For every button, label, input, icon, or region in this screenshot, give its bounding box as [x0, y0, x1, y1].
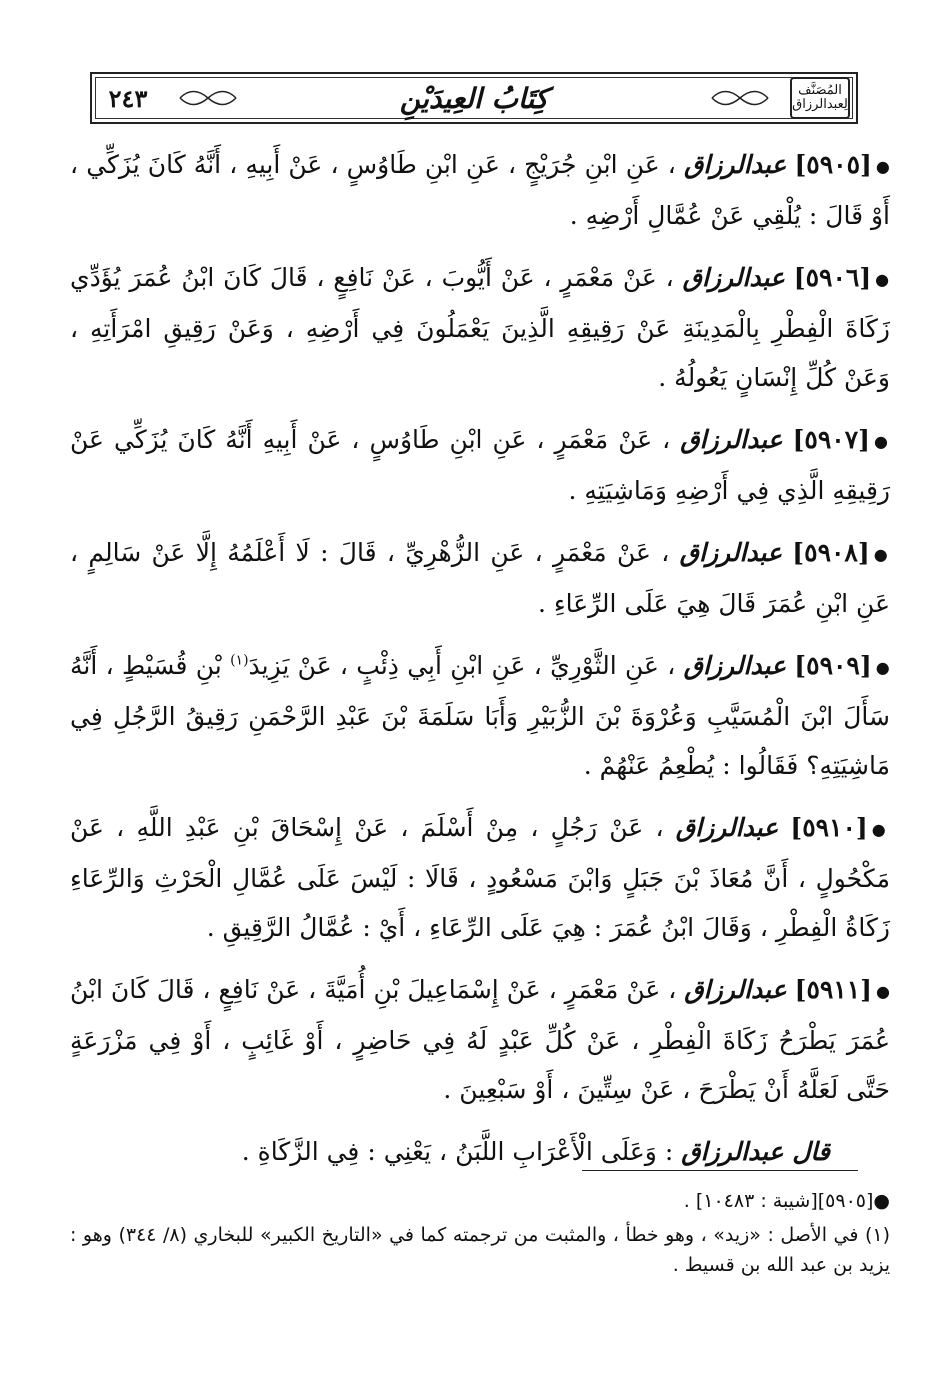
hadith-text: ، عَنْ مَعْمَرٍ ، عَنِ ابْنِ طَاوُسٍ ، عَنْ أَبِيهِ أَنَّهُ كَانَ يُزَكِّي عَنْ رَقِيقِهِ الَّذِي فِي أَرْضِهِ وَمَاشِيَتِهِ . — [70, 425, 890, 505]
left-ornament-icon — [178, 83, 238, 113]
comment-source: قال عبدالرزاق — [681, 1137, 830, 1166]
hadith-source: عبدالرزاق — [683, 150, 787, 179]
hadith-text: ، عَنْ مَعْمَرٍ ، عَنْ أَيُّوبَ ، عَنْ نَافِعٍ ، قَالَ كَانَ ابْنُ عُمَرَ يُؤَدِّي زَكَاةَ الْفِطْرِ بِالْمَدِينَةِ عَنْ رَقِيقِهِ الَّذِينَ يَعْمَلُونَ فِي أَرْضِهِ ، وَعَنْ رَقِيقِ امْرَأَتِهِ ، وَعَنْ كُلِّ إِنْسَانٍ يَعُولُهُ . — [70, 263, 890, 392]
bullet-icon: ● — [876, 982, 890, 1001]
hadith-text: ، عَنْ مَعْمَرٍ ، عَنْ إِسْمَاعِيلَ بْنِ أُمَيَّةَ ، عَنْ نَافِعٍ ، قَالَ كَانَ ابْنُ عُمَرَ يَطْرَحُ زَكَاةَ الْفِطْرِ ، عَنْ كُلِّ عَبْدٍ لَهُ فِي حَاضِرٍ ، أَوْ غَائِبٍ ، أَوْ فِي مَزْرَعَةٍ حَتَّى لَعَلَّهُ أَنْ يَطْرَحَ ، عَنْ سِتِّينَ ، أَوْ سَبْعِينَ . — [70, 975, 890, 1104]
hadith-entry — [70, 965, 890, 1114]
hadith-source: عبدالرزاق — [675, 813, 779, 842]
chapter-title: كِتَابُ العِيدَيْنِ — [399, 81, 549, 115]
right-ornament-icon — [710, 83, 770, 113]
bullet-icon: ● — [871, 820, 890, 839]
header-title-band — [172, 79, 776, 117]
book-logo: المُصَنَّف لِعبدالرزاق — [790, 77, 850, 119]
hadith-text-part: ، عَنِ الثَّوْرِيِّ ، عَنِ ابْنِ أَبِي ذِئْبٍ ، عَنْ يَزِيدَ — [248, 651, 676, 680]
hadith-entry — [70, 415, 890, 515]
footnote-item: ●[٥٩٠٥][شيبة : ١٠٤٨٣] . — [683, 1190, 890, 1212]
hadith-entry — [70, 803, 890, 952]
hadith-number: [٥٩٠٩] — [794, 651, 872, 680]
hadith-number: [٥٩١١] — [794, 975, 873, 1004]
hadith-text: ، عَنِ ابْنِ جُرَيْجٍ ، عَنِ ابْنِ طَاوُسٍ ، عَنْ أَبِيهِ ، أَنَّهُ كَانَ يُزَكِّي ، أَوْ قَالَ : يُلْقِي عَنْ عُمَّالِ أَرْضِهِ . — [70, 150, 890, 230]
hadith-source: عبدالرزاق — [680, 425, 783, 454]
hadith-text: ، عَنْ رَجُلٍ ، مِنْ أَسْلَمَ ، عَنْ إِسْحَاقَ بْنِ عَبْدِ اللَّهِ ، عَنْ مَكْحُولٍ ، أَنَّ مُعَاذَ بْنَ جَبَلٍ وَابْنَ مَسْعُودٍ ، قَالَا : لَيْسَ عَلَى عُمَّالِ الْحَرْثِ وَالرِّعَاءِ زَكَاةُ الْفِطْرِ ، وَقَالَ ابْنُ عُمَرَ : هِيَ عَلَى الرِّعَاءِ ، أَيْ : عُمَّالُ الرَّقِيقِ . — [70, 813, 890, 942]
footnote-divider — [582, 1170, 858, 1171]
hadith-source: عبدالرزاق — [682, 263, 785, 292]
hadith-entry — [70, 140, 890, 240]
hadith-number: [٥٩٠٧] — [792, 425, 870, 454]
hadith-text: بْنِ قُسَيْطٍ ، أَنَّهُ سَأَلَ ابْنَ الْمُسَيَّبِ وَعُرْوَةَ بْنَ الزُّبَيْرِ وَأَبَا سَلَمَةَ بْنَ عَبْدِ الرَّحْمَنِ رَقِيقُ الرَّجُلِ فِي مَاشِيَتِهِ؟ فَقَالُوا : يُطْعِمُ عَنْهُمْ . — [70, 651, 890, 780]
bullet-icon: ● — [873, 545, 891, 564]
hadith-entry — [70, 528, 890, 628]
bullet-icon: ● — [873, 432, 890, 451]
bullet-icon: ● — [875, 658, 891, 677]
hadith-entry — [70, 253, 890, 402]
bullet-icon: ● — [875, 270, 891, 289]
main-text — [70, 140, 890, 1189]
hadith-number: [٥٩٠٥] — [794, 150, 872, 179]
footnotes — [70, 1186, 890, 1284]
page-number-box — [92, 79, 164, 117]
page-number: ٢٤٣ — [108, 83, 148, 113]
bullet-icon: ● — [875, 157, 890, 176]
hadith-number: [٥٩٠٦] — [793, 263, 872, 292]
badge-box — [784, 79, 856, 117]
hadith-entry — [70, 641, 890, 790]
hadith-source: عبدالرزاق — [683, 651, 786, 680]
hadith-number: [٥٩٠٨] — [792, 538, 870, 567]
hadith-text: ، عَنْ مَعْمَرٍ ، عَنِ الزُّهْرِيِّ ، قَالَ : لَا أَعْلَمُهُ إِلَّا عَنْ سَالِمٍ ، عَنِ ابْنِ عُمَرَ قَالَ هِيَ عَلَى الرِّعَاءِ . — [70, 538, 890, 618]
author-comment — [70, 1127, 890, 1176]
hadith-source: عبدالرزاق — [684, 975, 787, 1004]
hadith-number: [٥٩١٠] — [790, 813, 868, 842]
comment-text: : وَعَلَى الْأَعْرَابِ اللَّبَنُ ، يَعْنِي : فِي الزَّكَاةِ . — [241, 1137, 674, 1166]
running-header — [90, 72, 858, 124]
footnote-ref[interactable]: (١) — [230, 652, 249, 669]
hadith-source: عبدالرزاق — [679, 538, 782, 567]
footnote-item: (١) في الأصل : «زيد» ، وهو خطأ ، والمثبت من ترجمته كما في «التاريخ الكبير» للبخاري (٨/ ٣٤٤) وهو : يزيد بن عبد الله بن قسيط . — [70, 1224, 890, 1276]
